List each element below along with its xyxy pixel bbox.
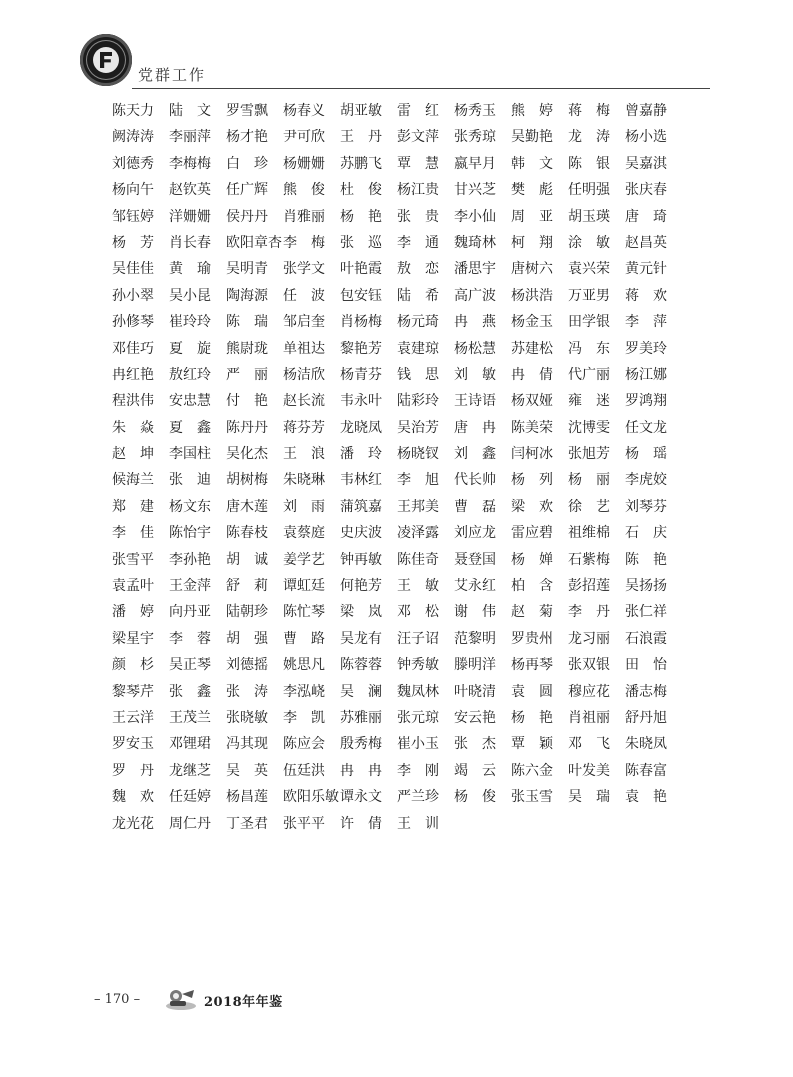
list-item: 吴治芳: [397, 419, 439, 436]
list-item: 邹钰婷: [112, 208, 154, 225]
list-item: 李 丹: [568, 604, 610, 621]
list-item: 张学文: [283, 261, 325, 278]
list-item: 敖 恋: [397, 261, 439, 278]
list-item: 吴扬扬: [625, 578, 667, 595]
list-item: 陈 瑞: [226, 314, 268, 331]
list-item: 彭招莲: [568, 578, 610, 595]
list-item: 穆应花: [568, 683, 610, 700]
list-item: 杨文东: [169, 498, 211, 515]
list-item: 柯 翔: [511, 234, 553, 251]
list-item: 任文龙: [625, 419, 667, 436]
list-item: 殷秀梅: [340, 736, 382, 753]
list-item: 安忠慧: [169, 393, 211, 410]
list-item: 邓 飞: [568, 736, 610, 753]
university-logo-icon: [80, 34, 132, 86]
list-item: 沈博雯: [568, 419, 610, 436]
list-item: 赵昌英: [625, 234, 667, 251]
list-item: 杨青芬: [340, 366, 382, 383]
list-item: 冉 燕: [454, 314, 496, 331]
list-item: 吴 瑞: [568, 789, 610, 806]
list-item: 黎琴芹: [112, 683, 154, 700]
list-item: 王邦美: [397, 498, 439, 515]
list-item: 邓锂珺: [169, 736, 211, 753]
list-item: 王云洋: [112, 709, 154, 726]
list-item: 刘 敏: [454, 366, 496, 383]
list-item: 孙修琴: [112, 314, 154, 331]
list-item: 杨 婵: [511, 551, 553, 568]
name-list: [112, 98, 682, 837]
list-item: 杨 艳: [511, 709, 553, 726]
list-item: 杨双娅: [511, 393, 553, 410]
list-item: 艾永红: [454, 578, 496, 595]
list-item: 龙继芝: [169, 762, 211, 779]
page-number: – 170 –: [94, 992, 141, 1007]
list-item: 邓佳巧: [112, 340, 154, 357]
list-item: 熊 婷: [511, 103, 553, 119]
list-item: 张平平: [283, 815, 325, 832]
list-item: 程洪伟: [112, 393, 154, 410]
list-item: 肖祖丽: [568, 709, 610, 726]
list-item: 李 蓉: [169, 630, 211, 647]
list-item: 邓 松: [397, 604, 439, 621]
list-item: 龙 涛: [568, 129, 610, 146]
list-item: 白 珍: [226, 155, 268, 172]
list-item: 陈春枝: [226, 525, 268, 542]
list-item: 姚思凡: [283, 657, 325, 674]
list-item: 张元琼: [397, 709, 439, 726]
list-item: 李 旭: [397, 472, 439, 489]
list-item: 杨姗姗: [283, 155, 325, 172]
list-item: 曹 磊: [454, 498, 496, 515]
list-item: 覃 慧: [397, 155, 439, 172]
list-item: 袁蔡庭: [283, 525, 325, 542]
yearbook-label: 2018年年鉴: [204, 995, 283, 1010]
list-item: 冉红艳: [112, 366, 154, 383]
list-item: 洋姗姗: [169, 208, 211, 225]
list-item: 张庆春: [625, 182, 667, 199]
list-item: 石紫梅: [568, 551, 610, 568]
list-item: 李 通: [397, 234, 439, 251]
list-item: 冉 倩: [511, 366, 553, 383]
list-item: 朱 焱: [112, 419, 154, 436]
list-item: 陶海源: [226, 287, 268, 304]
list-item: 刘应龙: [454, 525, 496, 542]
header-divider: [132, 88, 710, 89]
list-item: 高广波: [454, 287, 496, 304]
list-item: 陈 银: [568, 155, 610, 172]
list-item: 郑 建: [112, 498, 154, 515]
list-item: 张 杰: [454, 736, 496, 753]
list-item: 夏 鑫: [169, 419, 211, 436]
list-item: 候海兰: [112, 472, 154, 489]
list-item: 潘 婷: [112, 604, 154, 621]
list-item: 代长帅: [454, 472, 496, 489]
list-item: 陈春富: [625, 762, 667, 779]
list-item: 陆朝珍: [226, 604, 268, 621]
list-item: 杨秀玉: [454, 103, 496, 119]
list-item: 滕明洋: [454, 657, 496, 674]
list-item: 李丽萍: [169, 129, 211, 146]
list-item: 肖雅丽: [283, 208, 325, 225]
list-item: 王 浪: [283, 446, 325, 463]
list-item: 李小仙: [454, 208, 496, 225]
list-item: 冯 东: [568, 340, 610, 357]
list-item: 任广辉: [226, 182, 268, 199]
list-item: 夏 旋: [169, 340, 211, 357]
list-item: 任明强: [568, 182, 610, 199]
list-item: 梁 欢: [511, 498, 553, 515]
page-header: [80, 34, 710, 94]
list-item: 魏琦林: [454, 234, 496, 251]
list-item: 唐 冉: [454, 419, 496, 436]
list-item: 胡亚敏: [340, 103, 382, 119]
list-item: 梁 岚: [340, 604, 382, 621]
list-item: 樊 彪: [511, 182, 553, 199]
list-item: 唐木莲: [226, 498, 268, 515]
list-item: 李梅梅: [169, 155, 211, 172]
list-item: 陆 文: [169, 103, 211, 119]
list-item: 周仁丹: [169, 815, 211, 832]
list-item: 杨洁欣: [283, 366, 325, 383]
section-title: 党群工作: [138, 66, 207, 84]
list-item: 李虎姣: [625, 472, 667, 489]
list-item: 袁孟叶: [112, 578, 154, 595]
list-item: 王 丹: [340, 129, 382, 146]
list-item: 汪子诏: [397, 630, 439, 647]
list-item: 陈天力: [112, 103, 154, 119]
list-item: 唐 琦: [625, 208, 667, 225]
list-item: 凌泽露: [397, 525, 439, 542]
list-item: 雷应碧: [511, 525, 553, 542]
page-footer: [94, 986, 394, 1016]
list-item: 谢 伟: [454, 604, 496, 621]
list-item: 张 涛: [226, 683, 268, 700]
list-item: 张 贵: [397, 208, 439, 225]
list-item: 陈应会: [283, 736, 325, 753]
list-item: 罗安玉: [112, 736, 154, 753]
list-item: 张 巡: [340, 234, 382, 251]
list-item: 敖红玲: [169, 366, 211, 383]
list-item: 邹启奎: [283, 314, 325, 331]
list-item: 石浪霞: [625, 630, 667, 647]
list-item: 袁建琼: [397, 340, 439, 357]
list-item: 袁 艳: [625, 789, 667, 806]
list-item: 姜学艺: [283, 551, 325, 568]
list-item: 吴明青: [226, 261, 268, 278]
list-item: 甘兴芝: [454, 182, 496, 199]
list-item: 包安钰: [340, 287, 382, 304]
list-item: 潘志梅: [625, 683, 667, 700]
list-item: 何艳芳: [340, 578, 382, 595]
list-item: 吴化杰: [226, 446, 268, 463]
list-item: 罗鸿翔: [625, 393, 667, 410]
list-item: 罗雪飘: [226, 103, 268, 119]
list-item: 杨小选: [625, 129, 667, 146]
list-item: 叶晓清: [454, 683, 496, 700]
list-item: 蒋芬芳: [283, 419, 325, 436]
list-item: 赵钦英: [169, 182, 211, 199]
list-item: 田学银: [568, 314, 610, 331]
list-item: 付 艳: [226, 393, 268, 410]
list-item: 韦林红: [340, 472, 382, 489]
list-item: 蒋 欢: [625, 287, 667, 304]
list-item: 尹可欣: [283, 129, 325, 146]
list-item: 肖杨梅: [340, 314, 382, 331]
list-item: 钟秀敏: [397, 657, 439, 674]
list-item: 欧阳章杏: [226, 234, 282, 251]
list-item: 杜 俊: [340, 182, 382, 199]
list-item: 潘思宇: [454, 261, 496, 278]
list-item: 杨洪浩: [511, 287, 553, 304]
list-item: 彭文萍: [397, 129, 439, 146]
list-item: 吴龙有: [340, 630, 382, 647]
list-item: 张玉雪: [511, 789, 553, 806]
list-item: 聂登国: [454, 551, 496, 568]
list-item: 杨 芳: [112, 234, 154, 251]
list-item: 王金萍: [169, 578, 211, 595]
list-item: 陆彩玲: [397, 393, 439, 410]
list-item: 赵 坤: [112, 446, 154, 463]
list-item: 许 倩: [340, 815, 382, 832]
list-item: 吴嘉淇: [625, 155, 667, 172]
list-item: 曹 路: [283, 630, 325, 647]
list-item: 王茂兰: [169, 709, 211, 726]
list-item: 龙光花: [112, 815, 154, 832]
list-item: 吴小昆: [169, 287, 211, 304]
list-item: 嬴早月: [454, 155, 496, 172]
list-item: 韦永叶: [340, 393, 382, 410]
list-item: 吴 英: [226, 762, 268, 779]
list-item: 冉 冉: [340, 762, 382, 779]
list-item: 蒋 梅: [568, 103, 610, 119]
list-item: 雍 迷: [568, 393, 610, 410]
list-item: 叶发美: [568, 762, 610, 779]
list-item: 杨向午: [112, 182, 154, 199]
list-item: 闫柯冰: [511, 446, 553, 463]
list-item: 唐树六: [511, 261, 553, 278]
list-item: 陈蓉蓉: [340, 657, 382, 674]
list-item: 曾嘉静: [625, 103, 667, 119]
list-item: 龙晓凤: [340, 419, 382, 436]
list-item: 范黎明: [454, 630, 496, 647]
list-item: 伍廷洪: [283, 762, 325, 779]
list-item: 胡树梅: [226, 472, 268, 489]
list-item: 杨晓钗: [397, 446, 439, 463]
list-item: 杨元琦: [397, 314, 439, 331]
list-item: 欧阳乐敏: [283, 789, 339, 806]
list-item: 舒 莉: [226, 578, 268, 595]
list-item: 陈美荣: [511, 419, 553, 436]
list-item: 石 庆: [625, 525, 667, 542]
list-item: 李泓峣: [283, 683, 325, 700]
list-item: 杨松慧: [454, 340, 496, 357]
list-item: 黄 瑜: [169, 261, 211, 278]
list-item: 梁星宇: [112, 630, 154, 647]
list-item: 韩 文: [511, 155, 553, 172]
list-item: 王诗语: [454, 393, 496, 410]
list-item: 魏 欢: [112, 789, 154, 806]
list-item: 张 鑫: [169, 683, 211, 700]
list-item: 杨江贵: [397, 182, 439, 199]
list-item: 王 敏: [397, 578, 439, 595]
list-item: 陆 希: [397, 287, 439, 304]
list-item: 崔玲玲: [169, 314, 211, 331]
list-item: 向丹亚: [169, 604, 211, 621]
list-item: 陈丹丹: [226, 419, 268, 436]
list-item: 徐 艺: [568, 498, 610, 515]
list-item: 祖维棉: [568, 525, 610, 542]
list-item: 丁圣君: [226, 815, 268, 832]
list-item: 田 怡: [625, 657, 667, 674]
list-item: 肖长春: [169, 234, 211, 251]
list-item: 熊 俊: [283, 182, 325, 199]
list-item: 罗贵州: [511, 630, 553, 647]
list-item: 万亚男: [568, 287, 610, 304]
list-item: 李 凯: [283, 709, 325, 726]
list-item: 钱 思: [397, 366, 439, 383]
list-item: 苏雅丽: [340, 709, 382, 726]
list-item: 杨昌莲: [226, 789, 268, 806]
list-item: 覃 颖: [511, 736, 553, 753]
list-item: 袁兴荣: [568, 261, 610, 278]
list-item: 陈佳奇: [397, 551, 439, 568]
list-item: 孙小翠: [112, 287, 154, 304]
list-item: 代广丽: [568, 366, 610, 383]
list-item: 周 亚: [511, 208, 553, 225]
list-item: 单祖达: [283, 340, 325, 357]
list-item: 朱晓凤: [625, 736, 667, 753]
list-item: 张晓敏: [226, 709, 268, 726]
list-item: 竭 云: [454, 762, 496, 779]
list-item: 杨江娜: [625, 366, 667, 383]
list-item: 谭永文: [340, 789, 382, 806]
list-item: 张 迪: [169, 472, 211, 489]
list-item: 杨 艳: [340, 208, 382, 225]
list-item: 朱晓琳: [283, 472, 325, 489]
list-item: 李孙艳: [169, 551, 211, 568]
list-item: 李 萍: [625, 314, 667, 331]
list-item: 杨 列: [511, 472, 553, 489]
list-item: 李 佳: [112, 525, 154, 542]
list-item: 张秀琼: [454, 129, 496, 146]
list-item: 冯其现: [226, 736, 268, 753]
list-item: 陈六金: [511, 762, 553, 779]
list-item: 黎艳芳: [340, 340, 382, 357]
list-item: 雷 红: [397, 103, 439, 119]
list-item: 谭虹廷: [283, 578, 325, 595]
list-item: 张雪平: [112, 551, 154, 568]
list-item: 吴佳佳: [112, 261, 154, 278]
list-item: 杨金玉: [511, 314, 553, 331]
list-item: 王 训: [397, 815, 439, 832]
list-item: 张双银: [568, 657, 610, 674]
list-item: 刘 雨: [283, 498, 325, 515]
list-item: 陈忙琴: [283, 604, 325, 621]
list-item: 柏 含: [511, 578, 553, 595]
list-item: 涂 敏: [568, 234, 610, 251]
list-item: 刘德秀: [112, 155, 154, 172]
mascot-icon: [162, 986, 200, 1012]
list-item: 苏建松: [511, 340, 553, 357]
list-item: 张旭芳: [568, 446, 610, 463]
list-item: 罗 丹: [112, 762, 154, 779]
list-item: 赵 菊: [511, 604, 553, 621]
list-item: 杨才艳: [226, 129, 268, 146]
list-item: 陈怡宇: [169, 525, 211, 542]
list-item: 杨 丽: [568, 472, 610, 489]
list-item: 胡玉瑛: [568, 208, 610, 225]
list-item: 李国柱: [169, 446, 211, 463]
list-item: 叶艳霞: [340, 261, 382, 278]
list-item: 刘德摇: [226, 657, 268, 674]
list-item: 颜 杉: [112, 657, 154, 674]
list-item: 蒲筑嘉: [340, 498, 382, 515]
list-item: 吴正琴: [169, 657, 211, 674]
list-item: 赵长流: [283, 393, 325, 410]
list-item: 潘 玲: [340, 446, 382, 463]
list-item: 任廷婷: [169, 789, 211, 806]
list-item: 杨 瑶: [625, 446, 667, 463]
list-item: 舒丹旭: [625, 709, 667, 726]
list-item: 胡 强: [226, 630, 268, 647]
list-item: 吴 澜: [340, 683, 382, 700]
list-item: 熊尉珑: [226, 340, 268, 357]
list-item: 刘 鑫: [454, 446, 496, 463]
list-item: 杨再琴: [511, 657, 553, 674]
list-item: 钟再敏: [340, 551, 382, 568]
list-item: 胡 诚: [226, 551, 268, 568]
list-item: 龙习丽: [568, 630, 610, 647]
list-item: 安云艳: [454, 709, 496, 726]
list-item: 严兰珍: [397, 789, 439, 806]
list-item: 杨春义: [283, 103, 325, 119]
list-item: 严 丽: [226, 366, 268, 383]
list-item: 杨 俊: [454, 789, 496, 806]
list-item: 阙涛涛: [112, 129, 154, 146]
list-item: 黄元针: [625, 261, 667, 278]
list-item: 史庆波: [340, 525, 382, 542]
list-item: 魏凤林: [397, 683, 439, 700]
list-item: 袁 圆: [511, 683, 553, 700]
list-item: 侯丹丹: [226, 208, 268, 225]
list-item: 李 梅: [283, 234, 325, 251]
list-item: 任 波: [283, 287, 325, 304]
list-item: 崔小玉: [397, 736, 439, 753]
list-item: 罗美玲: [625, 340, 667, 357]
list-item: 吴勤艳: [511, 129, 553, 146]
list-item: 陈 艳: [625, 551, 667, 568]
list-item: 李 刚: [397, 762, 439, 779]
list-item: 张仁祥: [625, 604, 667, 621]
list-item: 刘琴芬: [625, 498, 667, 515]
list-item: 苏鹏飞: [340, 155, 382, 172]
